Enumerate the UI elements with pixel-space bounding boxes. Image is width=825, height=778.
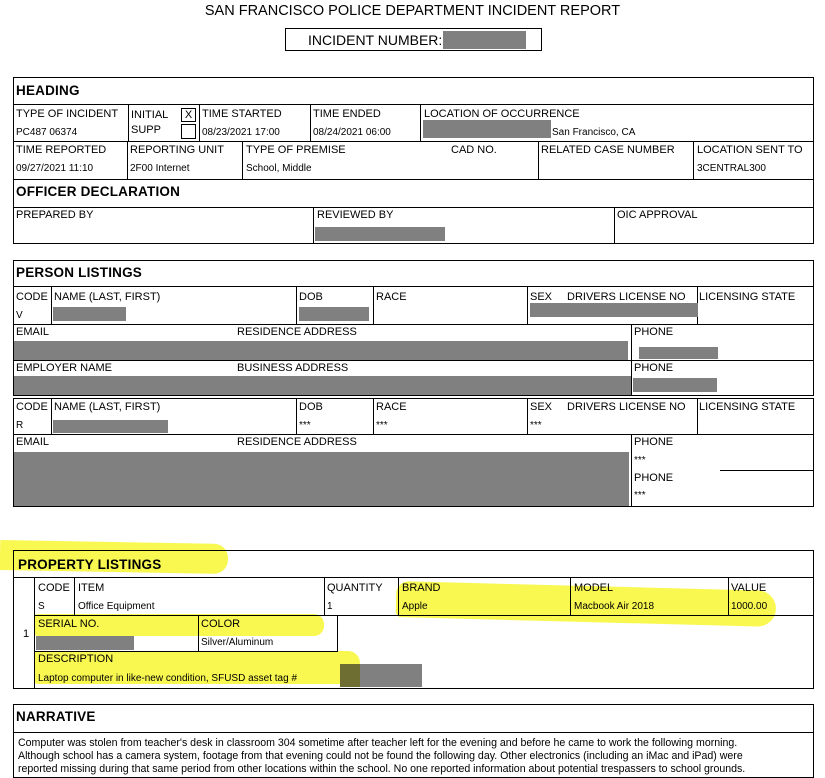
supp-label: SUPP bbox=[131, 124, 161, 136]
description-value: Laptop computer in like-new condition, SFUSD asset tag # bbox=[38, 673, 298, 684]
p2-code-value: R bbox=[16, 420, 24, 431]
prop-quantity-label: QUANTITY bbox=[327, 582, 383, 594]
p1-employer-label: EMPLOYER NAME bbox=[16, 362, 112, 374]
serial-no-label: SERIAL NO. bbox=[38, 618, 100, 630]
type-of-premise-value: School, Middle bbox=[246, 163, 312, 174]
p1-email-label: EMAIL bbox=[16, 326, 50, 338]
p2-sex-label: SEX bbox=[530, 401, 553, 413]
officer-section-title: OFFICER DECLARATION bbox=[16, 184, 181, 199]
p2-name-label: NAME (LAST, FIRST) bbox=[54, 401, 161, 413]
p2-code-label: CODE bbox=[16, 401, 48, 413]
p2-race-label: RACE bbox=[376, 401, 407, 413]
p1-name-redaction bbox=[53, 307, 126, 321]
type-of-premise-label: TYPE OF PREMISE bbox=[246, 144, 346, 156]
reporting-unit-value: 2F00 Internet bbox=[130, 163, 190, 174]
p1-name-label: NAME (LAST, FIRST) bbox=[54, 291, 161, 303]
prop-code-label: CODE bbox=[38, 582, 70, 594]
prop-brand-label: BRAND bbox=[402, 582, 441, 594]
serial-no-redaction bbox=[36, 636, 134, 650]
related-case-label: RELATED CASE NUMBER bbox=[541, 144, 675, 156]
property-section-title: PROPERTY LISTINGS bbox=[18, 557, 162, 572]
color-value: Silver/Aluminum bbox=[201, 637, 274, 648]
p2-phone2-label: PHONE bbox=[634, 472, 674, 484]
narrative-line-3: reported missing during that same period from other locations within the school. No one reported information about potential trespassers to school grounds. bbox=[18, 763, 746, 775]
prop-model-label: MODEL bbox=[574, 582, 614, 594]
p2-phone-label: PHONE bbox=[634, 436, 674, 448]
asset-tag-redaction-overlap bbox=[340, 664, 360, 687]
location-city-value: San Francisco, CA bbox=[552, 127, 636, 138]
property-row-number: 1 bbox=[23, 628, 30, 640]
p1-phone2-label: PHONE bbox=[634, 362, 674, 374]
time-ended-value: 08/24/2021 06:00 bbox=[313, 127, 391, 138]
prepared-by-label: PREPARED BY bbox=[16, 209, 94, 221]
p1-code-label: CODE bbox=[16, 291, 48, 303]
color-label: COLOR bbox=[201, 618, 241, 630]
p1-licensing-state-label: LICENSING STATE bbox=[699, 291, 796, 303]
p1-dob-redaction bbox=[299, 307, 369, 321]
prop-model-value: Macbook Air 2018 bbox=[574, 601, 655, 612]
time-reported-value: 09/27/2021 11:10 bbox=[16, 163, 94, 174]
initial-label: INITIAL bbox=[131, 109, 169, 121]
narrative-line-1: Computer was stolen from teacher's desk in classroom 304 sometime after teacher left for the evening and before he came to work the following morning. bbox=[18, 737, 738, 749]
p2-race-value: *** bbox=[376, 420, 388, 431]
p2-email-residence-redaction bbox=[14, 452, 629, 506]
type-of-incident-label: TYPE OF INCIDENT bbox=[16, 108, 119, 120]
type-of-incident-value: PC487 06374 bbox=[16, 127, 78, 138]
prop-brand-value: Apple bbox=[402, 601, 428, 612]
p1-sex-label: SEX bbox=[530, 291, 553, 303]
location-sent-label: LOCATION SENT TO bbox=[697, 144, 803, 156]
p1-phone-label: PHONE bbox=[634, 326, 674, 338]
reviewed-by-redaction bbox=[315, 227, 445, 241]
p2-email-label: EMAIL bbox=[16, 436, 50, 448]
incident-number-redaction bbox=[443, 31, 526, 49]
p2-dob-value: *** bbox=[299, 420, 311, 431]
p1-email-residence-redaction bbox=[14, 341, 628, 360]
incident-number-label: INCIDENT NUMBER: bbox=[308, 32, 443, 48]
initial-checkbox: X bbox=[181, 108, 196, 122]
reviewed-by-label: REVIEWED BY bbox=[317, 209, 394, 221]
cad-no-label: CAD NO. bbox=[451, 144, 497, 156]
p1-phone-redaction bbox=[639, 347, 718, 359]
prop-item-value: Office Equipment bbox=[78, 601, 155, 612]
p2-licensing-state-label: LICENSING STATE bbox=[699, 401, 796, 413]
narrative-line-2: Although school has a camera system, footage from that evening could not be found the following day. Other electronics (including an iMac and iPad) were bbox=[18, 750, 743, 762]
time-started-label: TIME STARTED bbox=[202, 108, 282, 120]
prop-quantity-value: 1 bbox=[327, 601, 333, 612]
p1-employer-business-redaction bbox=[14, 376, 631, 395]
oic-approval-label: OIC APPROVAL bbox=[617, 209, 698, 221]
p2-name-redaction bbox=[53, 420, 168, 433]
p1-residence-label: RESIDENCE ADDRESS bbox=[237, 326, 357, 338]
p1-business-label: BUSINESS ADDRESS bbox=[237, 362, 349, 374]
p1-race-label: RACE bbox=[376, 291, 407, 303]
p1-dob-label: DOB bbox=[299, 291, 323, 303]
heading-section-title: HEADING bbox=[16, 83, 80, 98]
p1-sex-dl-redaction bbox=[530, 303, 698, 317]
p2-residence-label: RESIDENCE ADDRESS bbox=[237, 436, 357, 448]
narrative-section-title: NARRATIVE bbox=[16, 709, 96, 724]
prop-value-label: VALUE bbox=[731, 582, 767, 594]
p2-dl-label: DRIVERS LICENSE NO bbox=[567, 401, 686, 413]
prop-value-value: 1000.00 bbox=[731, 601, 768, 612]
location-label: LOCATION OF OCCURRENCE bbox=[424, 108, 580, 120]
time-ended-label: TIME ENDED bbox=[313, 108, 381, 120]
p2-dob-label: DOB bbox=[299, 401, 323, 413]
p2-sex-value: *** bbox=[530, 420, 542, 431]
p1-phone2-redaction bbox=[633, 378, 717, 392]
time-started-value: 08/23/2021 17:00 bbox=[202, 127, 280, 138]
prop-item-label: ITEM bbox=[78, 582, 105, 594]
p2-phone-value: *** bbox=[634, 455, 646, 466]
supp-checkbox bbox=[181, 124, 196, 139]
location-sent-value: 3CENTRAL300 bbox=[697, 163, 766, 174]
reporting-unit-label: REPORTING UNIT bbox=[130, 144, 224, 156]
prop-code-value: S bbox=[38, 601, 45, 612]
location-redaction bbox=[423, 120, 551, 138]
description-label: DESCRIPTION bbox=[38, 653, 114, 665]
p1-code-value: V bbox=[16, 310, 23, 321]
report-title: SAN FRANCISCO POLICE DEPARTMENT INCIDENT REPORT bbox=[204, 3, 621, 19]
person-section-title: PERSON LISTINGS bbox=[16, 265, 143, 280]
p1-dl-label: DRIVERS LICENSE NO bbox=[567, 291, 686, 303]
p2-phone2-value: *** bbox=[634, 490, 646, 501]
time-reported-label: TIME REPORTED bbox=[16, 144, 107, 156]
